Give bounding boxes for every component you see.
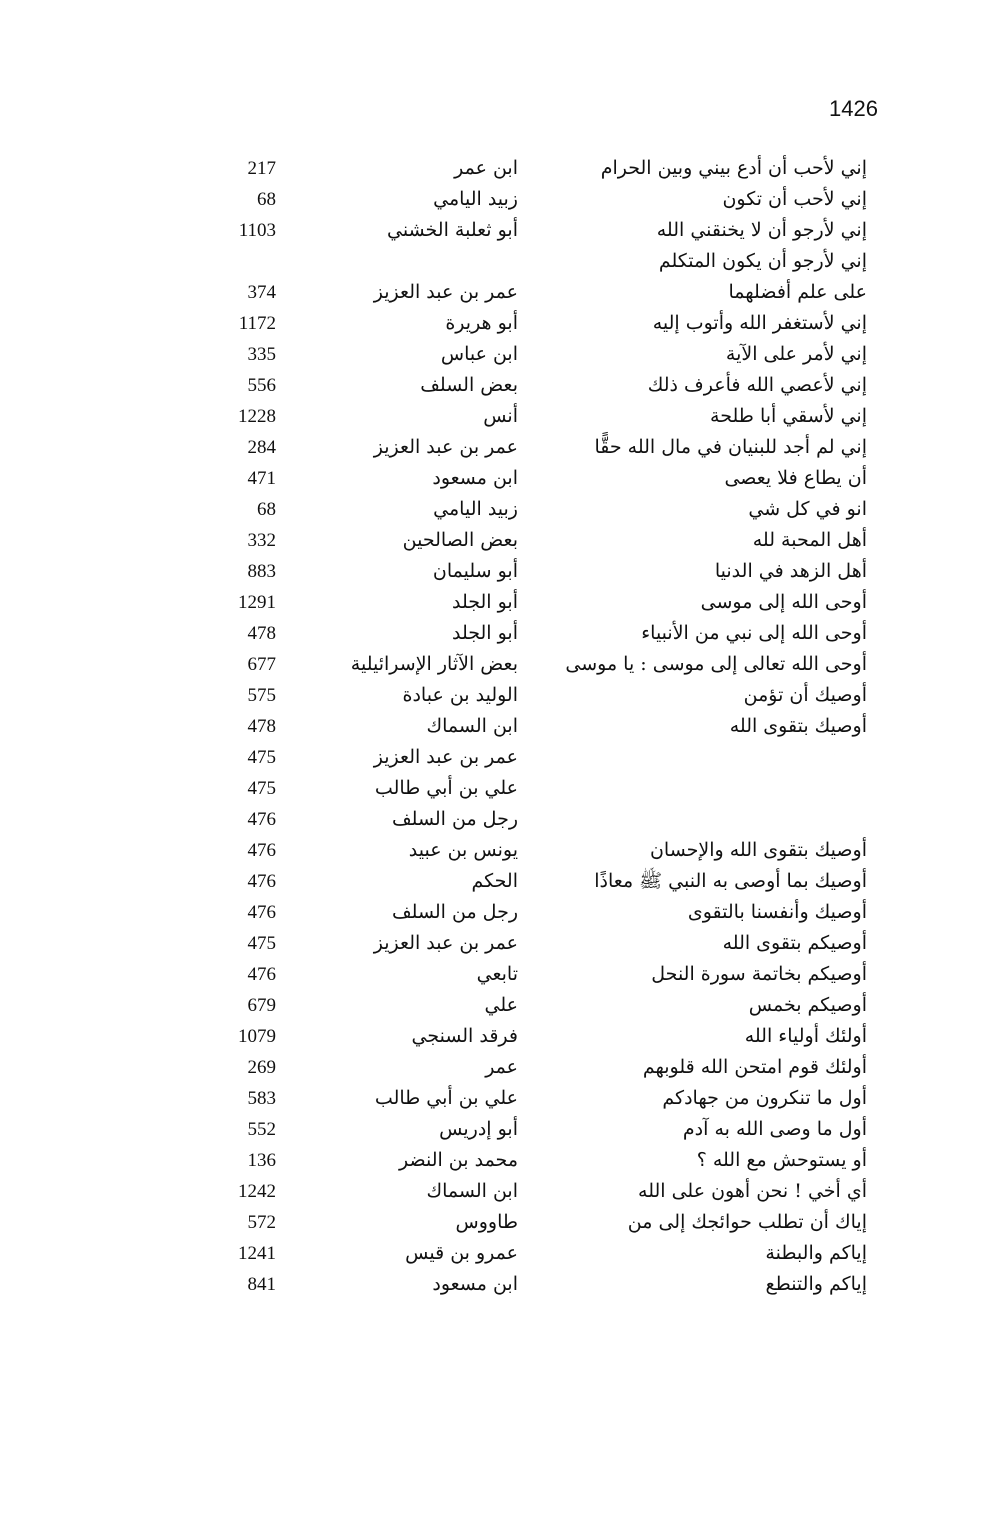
index-row <box>0 525 986 556</box>
page-reference: 883 <box>247 561 276 582</box>
narrator-name: بعض السلف <box>420 374 518 396</box>
page-reference: 136 <box>247 1150 276 1171</box>
page-reference: 475 <box>247 933 276 954</box>
phrase-text: على علم أفضلهما <box>728 281 867 303</box>
phrase-text: أوصيكم بخمس <box>748 994 867 1016</box>
index-row <box>0 928 986 959</box>
page-number: 1426 <box>829 96 878 121</box>
index-row <box>0 1145 986 1176</box>
phrase-text: إني لم أجد للبنيان في مال الله حقًّا <box>594 436 867 458</box>
page-reference: 471 <box>247 468 276 489</box>
index-list <box>0 153 986 1300</box>
index-row <box>0 339 986 370</box>
phrase-text: أو يستوحش مع الله ؟ <box>696 1149 867 1171</box>
index-row <box>0 184 986 215</box>
index-row <box>0 215 986 246</box>
phrase-text: إني لأعصي الله فأعرف ذلك <box>647 374 867 396</box>
index-row <box>0 990 986 1021</box>
page-reference: 374 <box>247 282 276 303</box>
page-reference: 556 <box>247 375 276 396</box>
index-row <box>0 1207 986 1238</box>
index-row <box>0 494 986 525</box>
narrator-name: ابن مسعود <box>432 1273 518 1295</box>
phrase-text: إني لأسقي أبا طلحة <box>710 405 867 427</box>
narrator-name: عمر بن عبد العزيز <box>373 746 518 768</box>
narrator-name: أبو هريرة <box>445 312 518 334</box>
phrase-text: أوصيك بتقوى الله والإحسان <box>649 839 867 861</box>
phrase-text: أولئك قوم امتحن الله قلوبهم <box>642 1056 867 1078</box>
phrase-text: إني لأستغفر الله وأتوب إليه <box>652 312 867 334</box>
phrase-text: أي أخي ! نحن أهون على الله <box>638 1180 867 1202</box>
page-reference: 476 <box>247 871 276 892</box>
phrase-text: أوحى الله إلى نبي من الأنبياء <box>641 622 867 644</box>
narrator-name: ابن السماك <box>426 1180 518 1202</box>
page-reference: 475 <box>247 747 276 768</box>
page-reference: 478 <box>247 716 276 737</box>
phrase-text: إني لأرجو أن لا يخنقني الله <box>656 219 867 241</box>
narrator-name: أبو الجلد <box>451 622 518 644</box>
phrase-text: أول ما وصى الله به آدم <box>682 1118 867 1140</box>
index-row <box>0 1269 986 1300</box>
narrator-name: أبو الجلد <box>451 591 518 613</box>
phrase-text: إياكم والتنطع <box>765 1273 867 1295</box>
page-reference: 68 <box>257 189 276 210</box>
index-row <box>0 804 986 835</box>
page-reference: 68 <box>257 499 276 520</box>
phrase-text: إياكم والبطنة <box>765 1242 867 1264</box>
index-row <box>0 1238 986 1269</box>
phrase-text: انو في كل شي <box>748 498 867 520</box>
narrator-name: يونس بن عبيد <box>408 839 518 861</box>
page-reference: 552 <box>247 1119 276 1140</box>
page-reference: 1079 <box>238 1026 276 1047</box>
phrase-text: إياك أن تطلب حوائجك إلى من <box>627 1211 867 1233</box>
page-reference: 583 <box>247 1088 276 1109</box>
index-row <box>0 618 986 649</box>
phrase-text: أوصيكم بخاتمة سورة النحل <box>651 963 867 985</box>
narrator-name: ابن عباس <box>440 343 518 365</box>
page-reference: 217 <box>247 158 276 179</box>
narrator-name: عمرو بن قيس <box>405 1242 518 1264</box>
phrase-text: إني لأرجو أن يكون المتكلم <box>658 250 867 272</box>
page-reference: 1291 <box>238 592 276 613</box>
index-row <box>0 742 986 773</box>
narrator-name: أبو سليمان <box>432 560 518 582</box>
page-reference: 677 <box>247 654 276 675</box>
page-reference: 476 <box>247 809 276 830</box>
index-row <box>0 277 986 308</box>
narrator-name: عمر <box>485 1056 518 1078</box>
phrase-text: إني لأحب أن أدع بيني وبين الحرام <box>600 157 867 179</box>
page-reference: 476 <box>247 840 276 861</box>
phrase-text: أوصيك بما أوصى به النبي ﷺ معاذًا <box>594 870 867 892</box>
narrator-name: أبو إدريس <box>439 1118 518 1140</box>
index-row <box>0 649 986 680</box>
phrase-text: أوصيك أن تؤمن <box>743 684 867 706</box>
narrator-name: ابن مسعود <box>432 467 518 489</box>
phrase-text: أوصيكم بتقوى الله <box>722 932 867 954</box>
narrator-name: علي <box>484 994 518 1016</box>
page-reference: 575 <box>247 685 276 706</box>
index-row <box>0 556 986 587</box>
page-reference: 284 <box>247 437 276 458</box>
page-reference: 572 <box>247 1212 276 1233</box>
index-row <box>0 1176 986 1207</box>
narrator-name: أنس <box>483 405 518 427</box>
phrase-text: إني لأحب أن تكون <box>722 188 867 210</box>
narrator-name: عمر بن عبد العزيز <box>373 932 518 954</box>
page-reference: 269 <box>247 1057 276 1078</box>
index-row <box>0 246 986 277</box>
index-row <box>0 866 986 897</box>
index-row <box>0 153 986 184</box>
page-reference: 476 <box>247 902 276 923</box>
narrator-name: الحكم <box>471 870 518 892</box>
index-row <box>0 1114 986 1145</box>
phrase-text: أول ما تنكرون من جهادكم <box>662 1087 867 1109</box>
page-reference: 1103 <box>238 220 276 241</box>
narrator-name: أبو ثعلبة الخشني <box>387 219 518 241</box>
index-row <box>0 401 986 432</box>
page-reference: 475 <box>247 778 276 799</box>
narrator-name: رجل من السلف <box>391 808 518 830</box>
narrator-name: علي بن أبي طالب <box>374 1087 518 1109</box>
phrase-text: أهل المحبة لله <box>752 529 867 551</box>
page-reference: 1228 <box>238 406 276 427</box>
page-reference: 1241 <box>238 1243 276 1264</box>
narrator-name: تابعي <box>476 963 518 985</box>
index-row <box>0 432 986 463</box>
narrator-name: محمد بن النضر <box>399 1149 518 1171</box>
phrase-text: أوحى الله إلى موسى <box>700 591 867 613</box>
narrator-name: ابن عمر <box>454 157 518 179</box>
narrator-name: فرقد السنجي <box>411 1025 518 1047</box>
index-row <box>0 897 986 928</box>
index-row <box>0 1052 986 1083</box>
index-row <box>0 1021 986 1052</box>
narrator-name: طاووس <box>455 1211 518 1233</box>
phrase-text: أن يطاع فلا يعصى <box>724 467 867 489</box>
page-reference: 679 <box>247 995 276 1016</box>
narrator-name: عمر بن عبد العزيز <box>373 436 518 458</box>
narrator-name: بعض الآثار الإسرائيلية <box>350 653 518 675</box>
phrase-text: أوحى الله تعالى إلى موسى : يا موسى <box>565 653 867 675</box>
page-reference: 478 <box>247 623 276 644</box>
page-reference: 332 <box>247 530 276 551</box>
page-reference: 476 <box>247 964 276 985</box>
narrator-name: الوليد بن عبادة <box>402 684 518 706</box>
page-reference: 841 <box>247 1274 276 1295</box>
narrator-name: عمر بن عبد العزيز <box>373 281 518 303</box>
index-row <box>0 680 986 711</box>
phrase-text: إني لأمر على الآية <box>725 343 867 365</box>
index-row <box>0 711 986 742</box>
index-row <box>0 370 986 401</box>
page-reference: 335 <box>247 344 276 365</box>
phrase-text: أوصيك وأنفسنا بالتقوى <box>687 901 867 923</box>
phrase-text: أهل الزهد في الدنيا <box>714 560 867 582</box>
index-row <box>0 835 986 866</box>
narrator-name: بعض الصالحين <box>402 529 518 551</box>
page-reference: 1242 <box>238 1181 276 1202</box>
narrator-name: ابن السماك <box>426 715 518 737</box>
index-row <box>0 308 986 339</box>
index-row <box>0 587 986 618</box>
phrase-text: أولئك أولياء الله <box>744 1025 867 1047</box>
narrator-name: زبيد اليامي <box>433 188 518 210</box>
phrase-text: أوصيك بتقوى الله <box>729 715 867 737</box>
narrator-name: رجل من السلف <box>391 901 518 923</box>
index-row <box>0 773 986 804</box>
page-reference: 1172 <box>238 313 276 334</box>
narrator-name: زبيد اليامي <box>433 498 518 520</box>
index-row <box>0 1083 986 1114</box>
index-row <box>0 463 986 494</box>
index-row <box>0 959 986 990</box>
narrator-name: علي بن أبي طالب <box>374 777 518 799</box>
